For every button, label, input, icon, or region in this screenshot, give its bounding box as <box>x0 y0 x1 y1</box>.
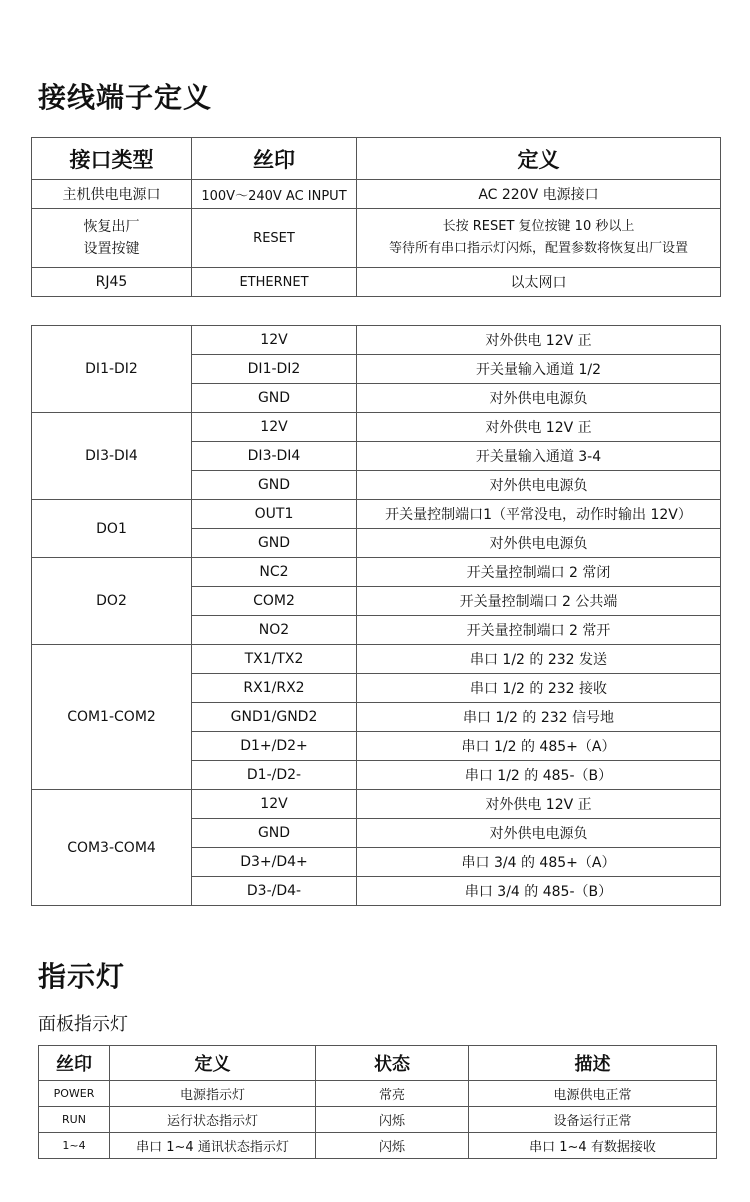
pin-definition-table <box>31 325 721 906</box>
table-row <box>39 1133 717 1159</box>
status-cell: 常亮 <box>316 1081 469 1107</box>
silk-cell: RX1/RX2 <box>192 674 357 703</box>
definition-cell: 开关量控制端口 2 常闭 <box>357 558 721 587</box>
definition-cell <box>357 209 721 268</box>
silk-cell: D3+/D4+ <box>192 848 357 877</box>
silk-cell: COM2 <box>192 587 357 616</box>
definition-cell: 串口 3/4 的 485+（A） <box>357 848 721 877</box>
group-name-cell: DI3-DI4 <box>32 413 192 500</box>
definition-cell: 对外供电电源负 <box>357 384 721 413</box>
silk-cell: GND <box>192 819 357 848</box>
type-cell: 主机供电电源口 <box>32 180 192 209</box>
definition-cell: 对外供电电源负 <box>357 529 721 558</box>
silk-cell: D1-/D2- <box>192 761 357 790</box>
silk-cell: OUT1 <box>192 500 357 529</box>
table-row <box>32 209 721 268</box>
definition-cell: 运行状态指示灯 <box>110 1107 316 1133</box>
silk-cell: DI3-DI4 <box>192 442 357 471</box>
silk-cell: POWER <box>39 1081 110 1107</box>
definition-line: 长按 RESET 复位按键 10 秒以上 <box>442 219 635 234</box>
group-name-cell: DI1-DI2 <box>32 326 192 413</box>
type-line: 设置按键 <box>83 241 140 257</box>
header-silk: 丝印 <box>192 138 357 180</box>
silk-cell: GND <box>192 471 357 500</box>
definition-cell: 开关量输入通道 3-4 <box>357 442 721 471</box>
silk-cell: GND1/GND2 <box>192 703 357 732</box>
definition-cell: 对外供电电源负 <box>357 819 721 848</box>
description-cell: 设备运行正常 <box>469 1107 717 1133</box>
definition-cell: 电源指示灯 <box>110 1081 316 1107</box>
definition-cell: 串口 3/4 的 485-（B） <box>357 877 721 906</box>
definition-cell: 串口 1/2 的 232 发送 <box>357 645 721 674</box>
definition-cell: 串口 1~4 通讯状态指示灯 <box>110 1133 316 1159</box>
header-status: 状态 <box>316 1046 469 1081</box>
silk-cell: 12V <box>192 790 357 819</box>
status-cell: 闪烁 <box>316 1133 469 1159</box>
definition-cell: 串口 1/2 的 485-（B） <box>357 761 721 790</box>
table-row <box>32 645 721 674</box>
silk-cell: GND <box>192 529 357 558</box>
definition-cell: 对外供电 12V 正 <box>357 790 721 819</box>
table-row <box>39 1081 717 1107</box>
header-silk: 丝印 <box>39 1046 110 1081</box>
silk-cell: RESET <box>192 209 357 268</box>
table-row <box>32 558 721 587</box>
description-cell: 电源供电正常 <box>469 1081 717 1107</box>
definition-cell: 串口 1/2 的 485+（A） <box>357 732 721 761</box>
table-row <box>32 500 721 529</box>
description-cell: 串口 1~4 有数据接收 <box>469 1133 717 1159</box>
silk-cell: D1+/D2+ <box>192 732 357 761</box>
status-cell: 闪烁 <box>316 1107 469 1133</box>
definition-cell: AC 220V 电源接口 <box>357 180 721 209</box>
definition-cell: 串口 1/2 的 232 信号地 <box>357 703 721 732</box>
type-cell: RJ45 <box>32 268 192 297</box>
silk-cell: RUN <box>39 1107 110 1133</box>
definition-cell: 对外供电 12V 正 <box>357 326 721 355</box>
table-row <box>32 790 721 819</box>
panel-indicator-subtitle: 面板指示灯 <box>38 1014 128 1035</box>
header-definition: 定义 <box>357 138 721 180</box>
group-name-cell: COM1-COM2 <box>32 645 192 790</box>
definition-cell: 对外供电电源负 <box>357 471 721 500</box>
silk-cell: 12V <box>192 413 357 442</box>
definition-cell: 开关量控制端口 2 常开 <box>357 616 721 645</box>
silk-cell: D3-/D4- <box>192 877 357 906</box>
table-row <box>32 413 721 442</box>
section-title-indicators: 指示灯 <box>38 960 126 993</box>
definition-cell: 开关量输入通道 1/2 <box>357 355 721 384</box>
silk-cell: 1~4 <box>39 1133 110 1159</box>
silk-cell: GND <box>192 384 357 413</box>
definition-cell: 串口 1/2 的 232 接收 <box>357 674 721 703</box>
definition-cell: 以太网口 <box>357 268 721 297</box>
header-interface-type: 接口类型 <box>32 138 192 180</box>
type-cell <box>32 209 192 268</box>
definition-cell: 开关量控制端口 2 公共端 <box>357 587 721 616</box>
silk-cell: ETHERNET <box>192 268 357 297</box>
header-definition: 定义 <box>110 1046 316 1081</box>
silk-cell: TX1/TX2 <box>192 645 357 674</box>
section-title-terminals: 接线端子定义 <box>38 81 213 114</box>
definition-cell: 对外供电 12V 正 <box>357 413 721 442</box>
group-name-cell: DO1 <box>32 500 192 558</box>
type-line: 恢复出厂 <box>83 219 140 235</box>
table-header-row <box>39 1046 717 1081</box>
indicator-table <box>38 1045 717 1159</box>
table-row <box>39 1107 717 1133</box>
table-row <box>32 326 721 355</box>
silk-cell: DI1-DI2 <box>192 355 357 384</box>
silk-cell: 12V <box>192 326 357 355</box>
header-description: 描述 <box>469 1046 717 1081</box>
table-row <box>32 180 721 209</box>
table-header-row <box>32 138 721 180</box>
definition-cell: 开关量控制端口1（平常没电，动作时输出 12V） <box>357 500 721 529</box>
silk-cell: 100V〜240V AC INPUT <box>192 180 357 209</box>
terminal-definition-table <box>31 137 721 297</box>
silk-cell: NO2 <box>192 616 357 645</box>
group-name-cell: DO2 <box>32 558 192 645</box>
group-name-cell: COM3-COM4 <box>32 790 192 906</box>
silk-cell: NC2 <box>192 558 357 587</box>
table-row <box>32 268 721 297</box>
definition-line: 等待所有串口指示灯闪烁，配置参数将恢复出厂设置 <box>388 241 688 256</box>
